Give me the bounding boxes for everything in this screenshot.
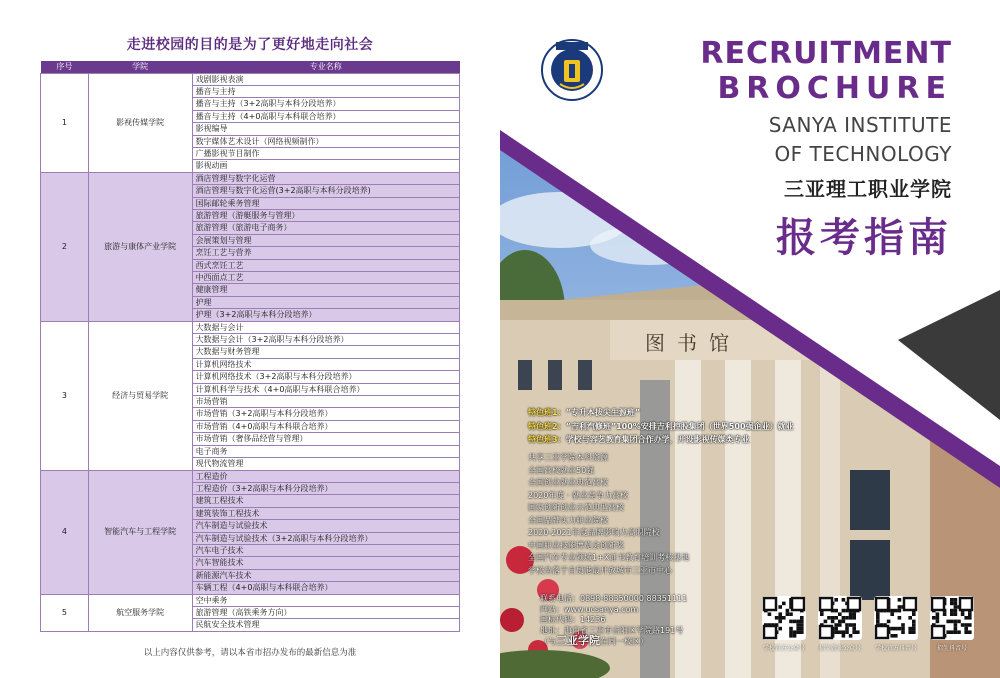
table-row <box>41 73 460 85</box>
building-sign: 图书馆 <box>645 331 741 355</box>
qr-label: 招生就业公众号 <box>818 645 861 652</box>
qr-label: 招生抖音号 <box>936 645 967 652</box>
major-name: 民航安全技术管理 <box>192 619 459 631</box>
guide-title: 报考指南 <box>776 215 952 261</box>
major-name: 大数据与财务管理 <box>192 346 459 358</box>
major-name: 护理（3+2高职与本科分段培养） <box>192 309 459 321</box>
douyin-qr-icon <box>930 596 974 640</box>
contact-campus: （与三亚学院在同一校区） <box>540 634 648 647</box>
major-name: 汽车智能技术 <box>192 557 459 569</box>
major-name: 市场营销 <box>192 396 459 408</box>
title-institute-line1: SANYA INSTITUTE <box>768 113 952 137</box>
qr-official-account[interactable] <box>762 596 806 652</box>
college-name: 经济与贸易学院 <box>88 321 192 470</box>
majors-table <box>40 61 460 632</box>
row-number: 4 <box>41 470 89 594</box>
major-name: 会展策划与管理 <box>192 234 459 246</box>
qr-code-icon <box>818 596 862 640</box>
dark-stripe <box>898 290 1000 420</box>
college-name: 旅游与康体产业学院 <box>88 172 192 321</box>
major-name: 市场营销（4+0高职与本科联合培养） <box>192 420 459 432</box>
major-name: 健康管理 <box>192 284 459 296</box>
major-name: 酒店管理与数字化运营(3+2高职与本科分段培养) <box>192 185 459 197</box>
major-name: 国际邮轮乘务管理 <box>192 197 459 209</box>
major-name: 影视编导 <box>192 123 459 135</box>
major-name: 市场营销（奢侈品经营与管理） <box>192 433 459 445</box>
major-name: 中西面点工艺 <box>192 272 459 284</box>
major-name: 旅游管理（旅游电子商务） <box>192 222 459 234</box>
qr-pattern <box>874 596 918 640</box>
major-name: 建筑工程技术 <box>192 495 459 507</box>
qr-pattern <box>818 596 862 640</box>
major-name: 计算机网络技术（3+2高职与本科分段培养） <box>192 371 459 383</box>
qr-douyin-official[interactable] <box>874 596 918 652</box>
footnote: 以上内容仅供参考，请以本省市招办发布的最新信息为准 <box>143 648 357 658</box>
honor-item: 全国高校就业50强 <box>528 465 595 475</box>
major-name: 现代物流管理 <box>192 458 459 470</box>
contact-website: 网站：www.ucsanya.com <box>540 604 639 614</box>
table-header-row <box>41 61 460 73</box>
contact-address: 地址：海南省三亚市吉阳区学院路191号 <box>540 625 684 635</box>
table-row <box>41 594 460 606</box>
honor-item: 学校坐落于自贸港最开放城市三亚市中心 <box>528 565 672 575</box>
title-brochure: BROCHURE <box>717 71 952 106</box>
douyin-qr-icon <box>874 596 918 640</box>
qr-douyin-admissions[interactable] <box>930 596 974 652</box>
qr-label: 学校官方公众号 <box>762 645 805 652</box>
qr-admissions-account[interactable] <box>818 596 862 652</box>
college-name: 智能汽车与工程学院 <box>88 470 192 594</box>
contact-phone: 联系电话：0898-88350000 88351111 <box>540 594 688 603</box>
major-name: 护理 <box>192 296 459 308</box>
major-name: 西式烹饪工艺 <box>192 259 459 271</box>
honors-list <box>528 452 689 577</box>
qr-label: 学校官方抖音号 <box>874 645 917 652</box>
honor-item: 中国职业技能博览会创新奖 <box>528 540 624 550</box>
college-name: 航空服务学院 <box>88 594 192 631</box>
row-number: 3 <box>41 321 89 470</box>
honor-item: 2020-2021年度品牌影响力高职院校 <box>528 528 660 537</box>
major-name: 空中乘务 <box>192 594 459 606</box>
college-name: 影视传媒学院 <box>88 73 192 172</box>
major-name: 新能源汽车技术 <box>192 569 459 581</box>
column-header: 专业名称 <box>192 61 459 73</box>
title-institute-line2: OF TECHNOLOGY <box>774 142 952 166</box>
school-name: 三亚理工职业学院 <box>784 177 952 201</box>
major-name: 播音与主持（3+2高职与本科分段培养） <box>192 98 459 110</box>
major-name: 大数据与会计 <box>192 321 459 333</box>
majors-table-body <box>41 73 460 631</box>
major-name: 大数据与会计（3+2高职与本科分段培养） <box>192 334 459 346</box>
major-name: 烹饪工艺与营养 <box>192 247 459 259</box>
contact-code: 国标代码：14236 <box>540 615 606 624</box>
row-number: 2 <box>41 172 89 321</box>
major-name: 酒店管理与数字化运营 <box>192 172 459 184</box>
honor-item: 全国品牌实力职业院校 <box>528 515 608 525</box>
contact-info <box>540 594 687 648</box>
major-name: 工程造价 <box>192 470 459 482</box>
qr-pattern <box>762 596 806 640</box>
honor-item: 共享三亚学院本科资源 <box>528 453 608 462</box>
major-name: 播音与主持 <box>192 85 459 97</box>
feature-item: 特色班1：“专升本拔尖生源班” <box>528 408 641 417</box>
title-recruitment: RECRUITMENT <box>700 36 952 71</box>
qr-pattern <box>930 596 974 640</box>
row-number: 5 <box>41 594 89 631</box>
school-logo <box>540 38 604 102</box>
major-name: 电子商务 <box>192 445 459 457</box>
honor-item: 全国创业就业典范高校 <box>528 478 608 487</box>
major-name: 数字媒体艺术设计（网络视频制作） <box>192 135 459 147</box>
table-row <box>41 172 460 184</box>
page-heading: 走进校园的目的是为了更好地走向社会 <box>126 37 374 53</box>
table-row <box>41 321 460 333</box>
major-name: 汽车电子技术 <box>192 544 459 556</box>
feature-item: 特色班2：“吉利汽修班”100%安排吉利控股集团（世界500强企业）就业 <box>528 421 794 431</box>
major-name: 戏剧影视表演 <box>192 73 459 85</box>
feature-classes <box>528 406 794 447</box>
major-name: 播音与主持（4+0高职与本科联合培养） <box>192 110 459 122</box>
cover-page <box>500 0 1000 678</box>
major-name: 汽车制造与试验技术 <box>192 520 459 532</box>
major-name: 计算机科学与技术（4+0高职与本科联合培养） <box>192 383 459 395</box>
major-name: 建筑装饰工程技术 <box>192 507 459 519</box>
qr-code-icon <box>762 596 806 640</box>
major-name: 旅游管理（游艇服务与管理） <box>192 209 459 221</box>
major-name: 计算机网络技术 <box>192 358 459 370</box>
table-row <box>41 470 460 482</box>
major-name: 旅游管理（高铁乘务方向） <box>192 606 459 618</box>
row-number: 1 <box>41 73 89 172</box>
column-header: 学院 <box>88 61 192 73</box>
major-name: 广播影视节目制作 <box>192 147 459 159</box>
honor-item: 国家创新创业示范典型高校 <box>528 503 624 512</box>
major-name: 市场营销（3+2高职与本科分段培养） <box>192 408 459 420</box>
honor-item: 全国汽车专业领域1+X证书教育培训考核基地 <box>528 553 690 562</box>
qr-codes <box>762 596 974 652</box>
major-name: 工程造价（3+2高职与本科分段培养） <box>192 482 459 494</box>
major-name: 汽车制造与试验技术（3+2高职与本科分段培养） <box>192 532 459 544</box>
major-name: 车辆工程（4+0高职与本科联合培养） <box>192 582 459 594</box>
honor-item: 2020年度 · 就业竞争力高校 <box>528 490 628 500</box>
major-name: 影视动画 <box>192 160 459 172</box>
column-header: 序号 <box>41 61 89 73</box>
feature-item: 特色班3：学校与容艺教育集团合作办学，开设影视传媒类专业 <box>528 435 750 444</box>
